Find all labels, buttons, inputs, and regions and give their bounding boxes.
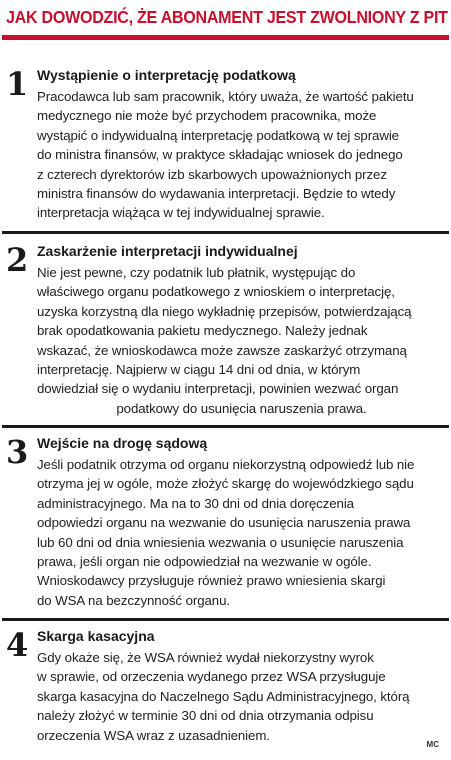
body-line: medycznego nie może być przychodem pracownika, może bbox=[37, 108, 377, 124]
body-line: Nie jest pewne, czy podatnik lub płatnik, występując do bbox=[37, 265, 356, 280]
section-body bbox=[37, 263, 449, 418]
body-line: interpretacja wiążąca w tej indywidualnej sprawie. bbox=[37, 205, 325, 221]
body-line: Wnioskodawcy przysługuje również prawo wniesienia skargi bbox=[37, 573, 386, 589]
body-line: właściwego organu podatkowego z wnioskiem o interpretację, bbox=[37, 284, 395, 300]
section-body bbox=[37, 648, 449, 745]
body-line: ministra finansów do wydawania interpretacji. Będzie to wtedy bbox=[37, 186, 396, 202]
title-underline bbox=[2, 35, 449, 40]
section-heading: Wystąpienie o interpretację podatkową bbox=[37, 67, 296, 83]
section-number: 2 bbox=[6, 241, 29, 279]
page-title: JAK DOWODZIĆ, ŻE ABONAMENT JEST ZWOLNIONY Z PIT bbox=[6, 7, 448, 27]
section-number: 1 bbox=[6, 65, 29, 103]
body-line: prawa, jeśli organ nie odpowiedział na wezwanie w ogóle. bbox=[37, 554, 372, 570]
section-divider bbox=[2, 425, 449, 428]
section-number: 4 bbox=[6, 626, 29, 664]
body-line: z czterech dyrektorów izb skarbowych upoważnionych przez bbox=[37, 166, 387, 182]
body-line: dowiedział się o wydaniu interpretacji, powinien wezwać organ bbox=[37, 381, 399, 397]
section-body bbox=[37, 455, 449, 610]
body-line: w sprawie, od orzeczenia wydanego przez WSA przysługuje bbox=[37, 669, 386, 685]
body-line: podatkowy do usunięcia naruszenia prawa. bbox=[116, 400, 367, 416]
body-line: administracyjnego. Ma na to 30 dni od dnia doręczenia bbox=[37, 495, 354, 511]
section-body bbox=[37, 87, 449, 223]
section-heading: Wejście na drogę sądową bbox=[37, 435, 208, 451]
body-line: brak opodatkowania pakietu medycznego. Należy jednak bbox=[37, 323, 368, 339]
body-line: do ministra finansów, w praktyce składając wniosek do jednego bbox=[37, 147, 403, 163]
section-heading: Skarga kasacyjna bbox=[37, 628, 155, 644]
section-heading: Zaskarżenie interpretacji indywidualnej bbox=[37, 243, 298, 259]
body-line: otrzyma jej w ogóle, może złożyć skargę do wojewódzkiego sądu bbox=[37, 476, 414, 492]
body-line: należy złożyć w terminie 30 dni od dnia otrzymania odpisu bbox=[37, 708, 374, 724]
body-line: Jeśli podatnik otrzyma od organu niekorzystną odpowiedź lub nie bbox=[37, 457, 415, 472]
body-line: uzyska korzystną dla niego wykładnię przepisów, potwierdzającą bbox=[37, 303, 412, 319]
body-line: orzeczenia WSA wraz z uzasadnieniem. bbox=[37, 727, 270, 743]
section-divider bbox=[2, 231, 449, 234]
body-line: odpowiedzi organu na wezwanie do usunięcia naruszenia prawa bbox=[37, 515, 411, 531]
body-line: Gdy okaże się, że WSA również wydał niekorzystny wyrok bbox=[37, 650, 374, 665]
body-line: interpretację. Najpierw w ciągu 14 dni od dnia, w którym bbox=[37, 362, 361, 378]
author-credit: MC bbox=[426, 740, 439, 749]
body-line: wystąpić o indywidualną interpretację podatkową w tej sprawie bbox=[37, 127, 399, 143]
body-line: wskazać, że wnioskodawca może zawsze zaskarżyć otrzymaną bbox=[37, 342, 407, 358]
body-line: Pracodawca lub sam pracownik, który uważa, że wartość pakietu bbox=[37, 89, 414, 104]
body-line: skarga kasacyjna do Naczelnego Sądu Administracyjnego, którą bbox=[37, 688, 410, 704]
section-number: 3 bbox=[6, 433, 29, 471]
body-line: do WSA na bezczynność organu. bbox=[37, 592, 230, 608]
section-divider bbox=[2, 618, 449, 621]
body-line: lub 60 dni od dnia wniesienia wezwania o usunięcie naruszenia bbox=[37, 534, 404, 550]
